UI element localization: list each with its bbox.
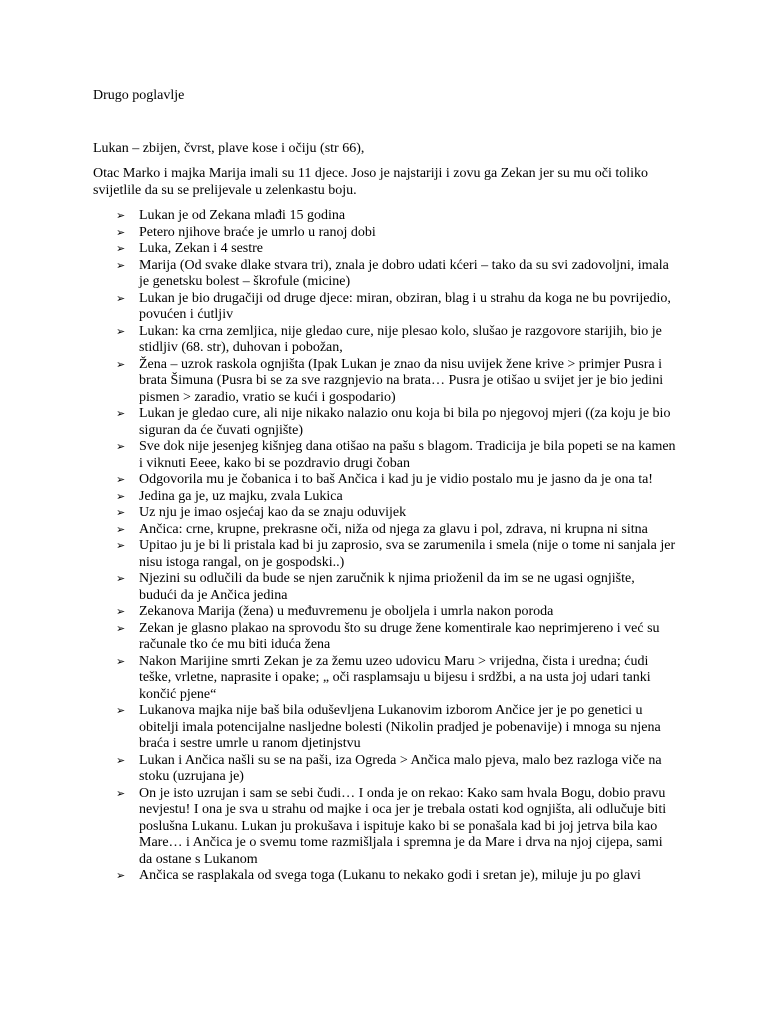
list-item-text: Zekan je glasno plakao na sprovodu što su druge žene komentirale kao neprimjereno i već su računale tko će mu biti iduća žena: [139, 620, 660, 652]
list-item: [116, 357, 676, 407]
arrow-bullet-icon: ➢: [116, 258, 126, 272]
arrow-bullet-icon: ➢: [116, 291, 126, 305]
arrow-bullet-icon: ➢: [116, 440, 126, 453]
list-item-text: Marija (Od svake dlake stvara tri), znala je dobro udati kćeri – tako da su svi zadovoljni, imala je genetsku bolest – škrofule (micine): [139, 257, 669, 289]
arrow-bullet-icon: ➢: [116, 324, 126, 338]
intro-paragraph-lukan: Lukan – zbijen, čvrst, plave kose i očiju (str 66),: [93, 141, 365, 156]
list-item-text: Lukanova majka nije baš bila oduševljena Lukanovim izborom Ančice jer je po genetici u obitelji imala potencijalne nasljedne bolesti (Nikolin pradjed je pobenavije) i mnoga su njena braća i sestre umrle u ranom djetinjstvu: [139, 703, 661, 751]
list-item-text: Upitao ju je bi li pristala kad bi ju zaprosio, sva se zarumenila i smela (nije o tome ni sanjala jer nisu istoga rangal, on je gospodski..): [139, 538, 676, 570]
arrow-bullet-icon: ➢: [116, 225, 126, 239]
list-item: [116, 522, 676, 539]
list-item: [116, 439, 676, 472]
list-item-text: On je isto uzrujan i sam se sebi čudi… I onda je on rekao: Kako sam hvala Bogu, dobio pravu nevjestu! I ona je sva u strahu od majke i oca jer je trebala ostati kod ognjišta, ali odlučuje biti poslušna Lukanu. Lukan ju prokušava i ispituje kako bi se ponašala kad bi joj jetrva bila kao Mare… i Ančica je o svemu tome razmišljala i spremna je da Mare i drva na njoj cijepa, sami da ostane s Lukanom: [139, 785, 667, 867]
arrow-bullet-icon: ➢: [116, 572, 126, 585]
list-item-text: Luka, Zekan i 4 sestre: [139, 241, 264, 256]
list-item-text: Jedina ga je, uz majku, zvala Lukica: [139, 488, 343, 504]
list-item-text: Lukan: ka crna zemljica, nije gledao cure, nije plesao kolo, slušao je razgovore starijih, bio je stidljiv (68. str), duhovan i pobožan,: [139, 323, 662, 355]
list-item-text: Lukan i Ančica našli su se na paši, iza Ogreda > Ančica malo pjeva, malo bez razloga viče na stoku (uzrujana je): [139, 752, 662, 784]
arrow-bullet-icon: ➢: [116, 242, 126, 255]
list-item: [116, 225, 676, 242]
list-item-text: Ančica se rasplakala od svega toga (Lukanu to nekako godi i sretan je), miluje ju po glavi: [139, 868, 641, 883]
arrow-bullet-icon: ➢: [116, 753, 126, 767]
list-item: [116, 654, 676, 704]
list-item: [116, 753, 676, 786]
list-item: [116, 406, 676, 439]
arrow-bullet-icon: ➢: [116, 786, 126, 800]
arrow-bullet-icon: ➢: [116, 605, 126, 618]
arrow-bullet-icon: ➢: [116, 407, 126, 420]
list-item-text: Nakon Marijine smrti Zekan je za žemu uzeo udovicu Maru > vrijedna, čista i uredna; ćudi teške, vrletne, naprasite i opake; „ oči rasplamsaju u bijesu i srdžbi, a na usta joj udari tanki končić pjene“: [139, 653, 651, 702]
arrow-bullet-icon: ➢: [116, 869, 126, 882]
list-item-text: Uz nju je imao osjećaj kao da se znaju oduvijek: [139, 505, 407, 520]
list-item-text: Lukan je bio drugačiji od druge djece: miran, obziran, blag i u strahu da koga ne bu povrijedio, povućen i ćutljiv: [139, 290, 671, 322]
arrow-bullet-icon: ➢: [116, 704, 126, 717]
intro-paragraph-family: Otac Marko i majka Marija imali su 11 djece. Joso je najstariji i zovu ga Zekan jer su mu oči toliko svijetlile da su se prelijevale u zelenkastu boju.: [93, 166, 649, 198]
arrow-bullet-icon: ➢: [116, 522, 126, 536]
list-item: [116, 241, 676, 258]
list-item-text: Zekanova Marija (žena) u međuvremenu je oboljela i umrla nakon poroda: [139, 604, 554, 619]
list-item: [116, 571, 676, 604]
list-item-text: Lukan je gledao cure, ali nije nikako nalazio onu koja bi bila po njegovoj mjeri ((za koju je bio siguran da će čuvati ognjište): [139, 406, 671, 438]
arrow-bullet-icon: ➢: [116, 654, 126, 668]
arrow-bullet-icon: ➢: [116, 209, 126, 222]
list-item: [116, 324, 676, 357]
arrow-bullet-icon: ➢: [116, 506, 126, 519]
list-item: [116, 291, 676, 324]
list-item: [116, 538, 676, 571]
list-item-text: Lukan je od Zekana mlađi 15 godina: [139, 208, 346, 223]
arrow-bullet-icon: ➢: [116, 539, 126, 552]
bullet-list: [116, 208, 676, 885]
arrow-bullet-icon: ➢: [116, 473, 126, 486]
list-item: [116, 604, 676, 621]
list-item: [116, 208, 676, 225]
arrow-bullet-icon: ➢: [116, 621, 126, 635]
list-item-text: Ančica: crne, krupne, prekrasne oči, niža od njega za glavu i pol, zdrava, ni krupna ni sitna: [139, 521, 648, 537]
list-item-text: Žena – uzrok raskola ognjišta (Ipak Lukan je znao da nisu uvijek žene krive > primjer Pusra i brata Šimuna (Pusra bi se za sve razgnjevio na brata… Pusra je otišao u svijet jer je bio jedini pismen > zaradio, vratio se kući i gospodario): [139, 356, 664, 405]
arrow-bullet-icon: ➢: [116, 357, 126, 371]
list-item: [116, 621, 676, 654]
list-item-text: Petero njihove braće je umrlo u ranoj dobi: [139, 224, 376, 240]
list-item-text: Njezini su odlučili da bude se njen zaručnik k njima prioženil da im se ne ugasi ognjište, budući da je Ančica jedina: [139, 571, 635, 603]
list-item: [116, 786, 676, 869]
list-item: [116, 489, 676, 506]
list-item: [116, 703, 676, 753]
list-item: [116, 505, 676, 522]
list-item: [116, 472, 676, 489]
arrow-bullet-icon: ➢: [116, 489, 126, 503]
list-item: [116, 868, 676, 885]
list-item-text: Odgovorila mu je čobanica i to baš Ančica i kad ju je vidio postalo mu je jasno da je ona ta!: [139, 472, 653, 487]
list-item-text: Sve dok nije jesenjeg kišnjeg dana otišao na pašu s blagom. Tradicija je bila popeti se na kamen i viknuti Eeee, kako bi se pozdravio drugi čoban: [139, 439, 676, 471]
list-item: [116, 258, 676, 291]
document-heading: Drugo poglavlje: [93, 88, 185, 103]
